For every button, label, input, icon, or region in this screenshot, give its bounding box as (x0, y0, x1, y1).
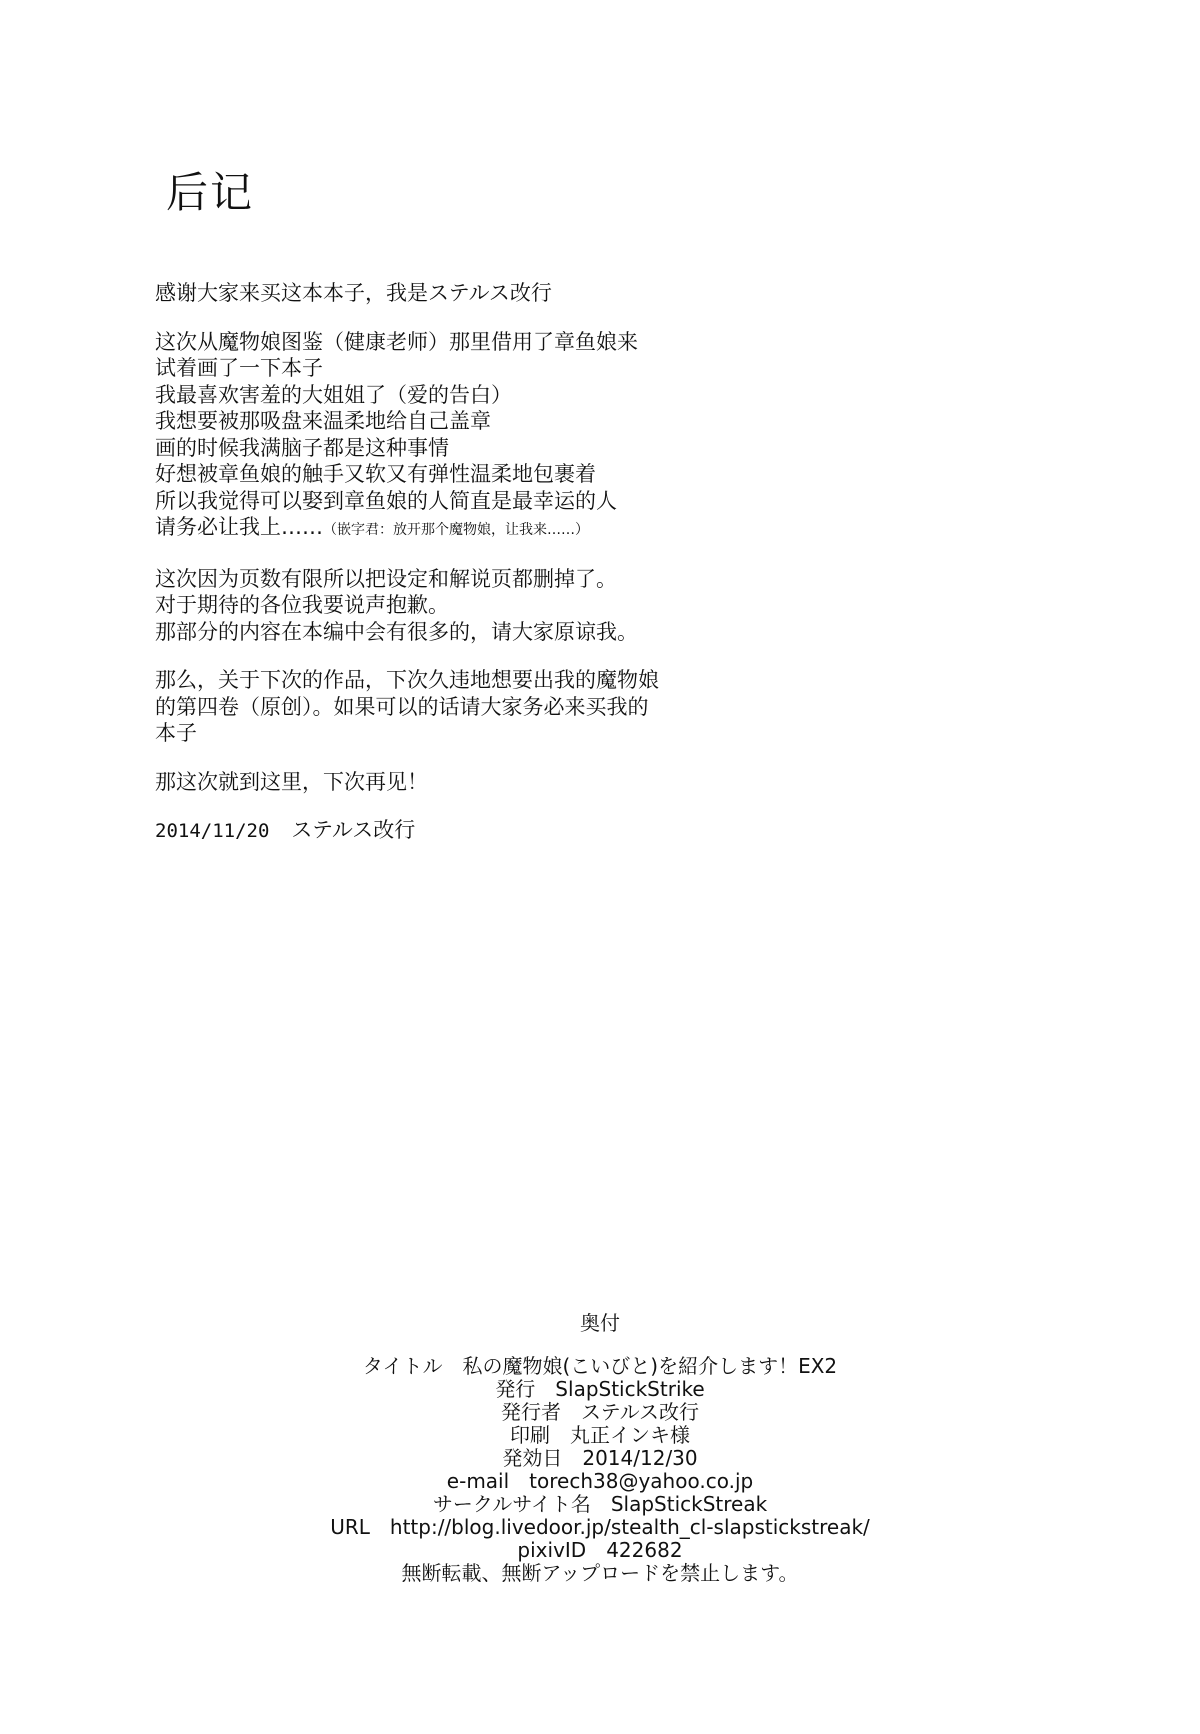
page-title: 后记 (166, 168, 255, 217)
colophon-title-line: タイトル 私の魔物娘(こいびと)を紹介します！EX2 (362, 1354, 838, 1378)
text-line: 那这次就到这里，下次再见！ (155, 769, 428, 794)
colophon-url: URL http://blog.livedoor.jp/stealth_cl-slapstickstreak/ (330, 1515, 870, 1539)
colophon-issue-date: 発効日 2014/12/30 (502, 1446, 698, 1470)
text-line: 试着画了一下本子 (155, 356, 323, 380)
text-line: 这次因为页数有限所以把设定和解说页都删掉了。 (155, 566, 617, 591)
colophon-email: e-mail torech38@yahoo.co.jp (446, 1469, 754, 1493)
afterword-body (155, 280, 875, 867)
text-line: 这次从魔物娘图鉴（健康老师）那里借用了章鱼娘来 (155, 329, 638, 354)
text-line: 本子 (155, 721, 197, 745)
text-line-with-note (155, 514, 875, 544)
colophon-circle-site: サークルサイト名 SlapStickStreak (432, 1492, 768, 1516)
signature-date: 2014/11/20 (155, 820, 270, 842)
paragraph-octopus (155, 329, 875, 544)
text-line: 的第四卷（原创）。如果可以的话请大家务必来买我的 (155, 694, 649, 719)
paragraph-thanks (155, 280, 875, 307)
colophon-printer: 印刷 丸正インキ様 (510, 1423, 690, 1447)
colophon-title: 奥付 (580, 1311, 620, 1335)
colophon-notice: 無断転載、無断アップロードを禁止します。 (401, 1561, 799, 1585)
colophon (200, 1312, 1000, 1585)
text-line: 对于期待的各位我要说声抱歉。 (155, 593, 449, 617)
text-line: 请务必让我上…… (155, 515, 323, 539)
colophon-issuer: 発行者 ステルス改行 (501, 1400, 699, 1424)
signature (155, 817, 875, 845)
text-line: 画的时候我满脑子都是这种事情 (155, 435, 449, 460)
text-line: 那部分的内容在本编中会有很多的，请大家原谅我。 (155, 619, 638, 644)
text-line: 所以我觉得可以娶到章鱼娘的人简直是最幸运的人 (155, 488, 617, 513)
paragraph-next-work (155, 667, 875, 747)
signature-author: ステルス改行 (291, 818, 416, 842)
text-line: 我最喜欢害羞的大姐姐了（爱的告白） (155, 382, 512, 407)
paragraph-farewell (155, 769, 875, 796)
colophon-pixiv-id: pixivID 422682 (517, 1538, 683, 1562)
paragraph-pages (155, 566, 875, 646)
colophon-publisher: 発行 SlapStickStrike (495, 1377, 705, 1401)
text-line: 我想要被那吸盘来温柔地给自己盖章 (155, 409, 491, 433)
text-line: 感谢大家来买这本本子，我是ステルス改行 (155, 281, 552, 305)
text-line: 好想被章鱼娘的触手又软又有弹性温柔地包裹着 (155, 462, 596, 486)
text-line: 那么，关于下次的作品，下次久违地想要出我的魔物娘 (155, 668, 659, 692)
translator-note: （嵌字君：放开那个魔物娘，让我来……） (323, 522, 589, 538)
